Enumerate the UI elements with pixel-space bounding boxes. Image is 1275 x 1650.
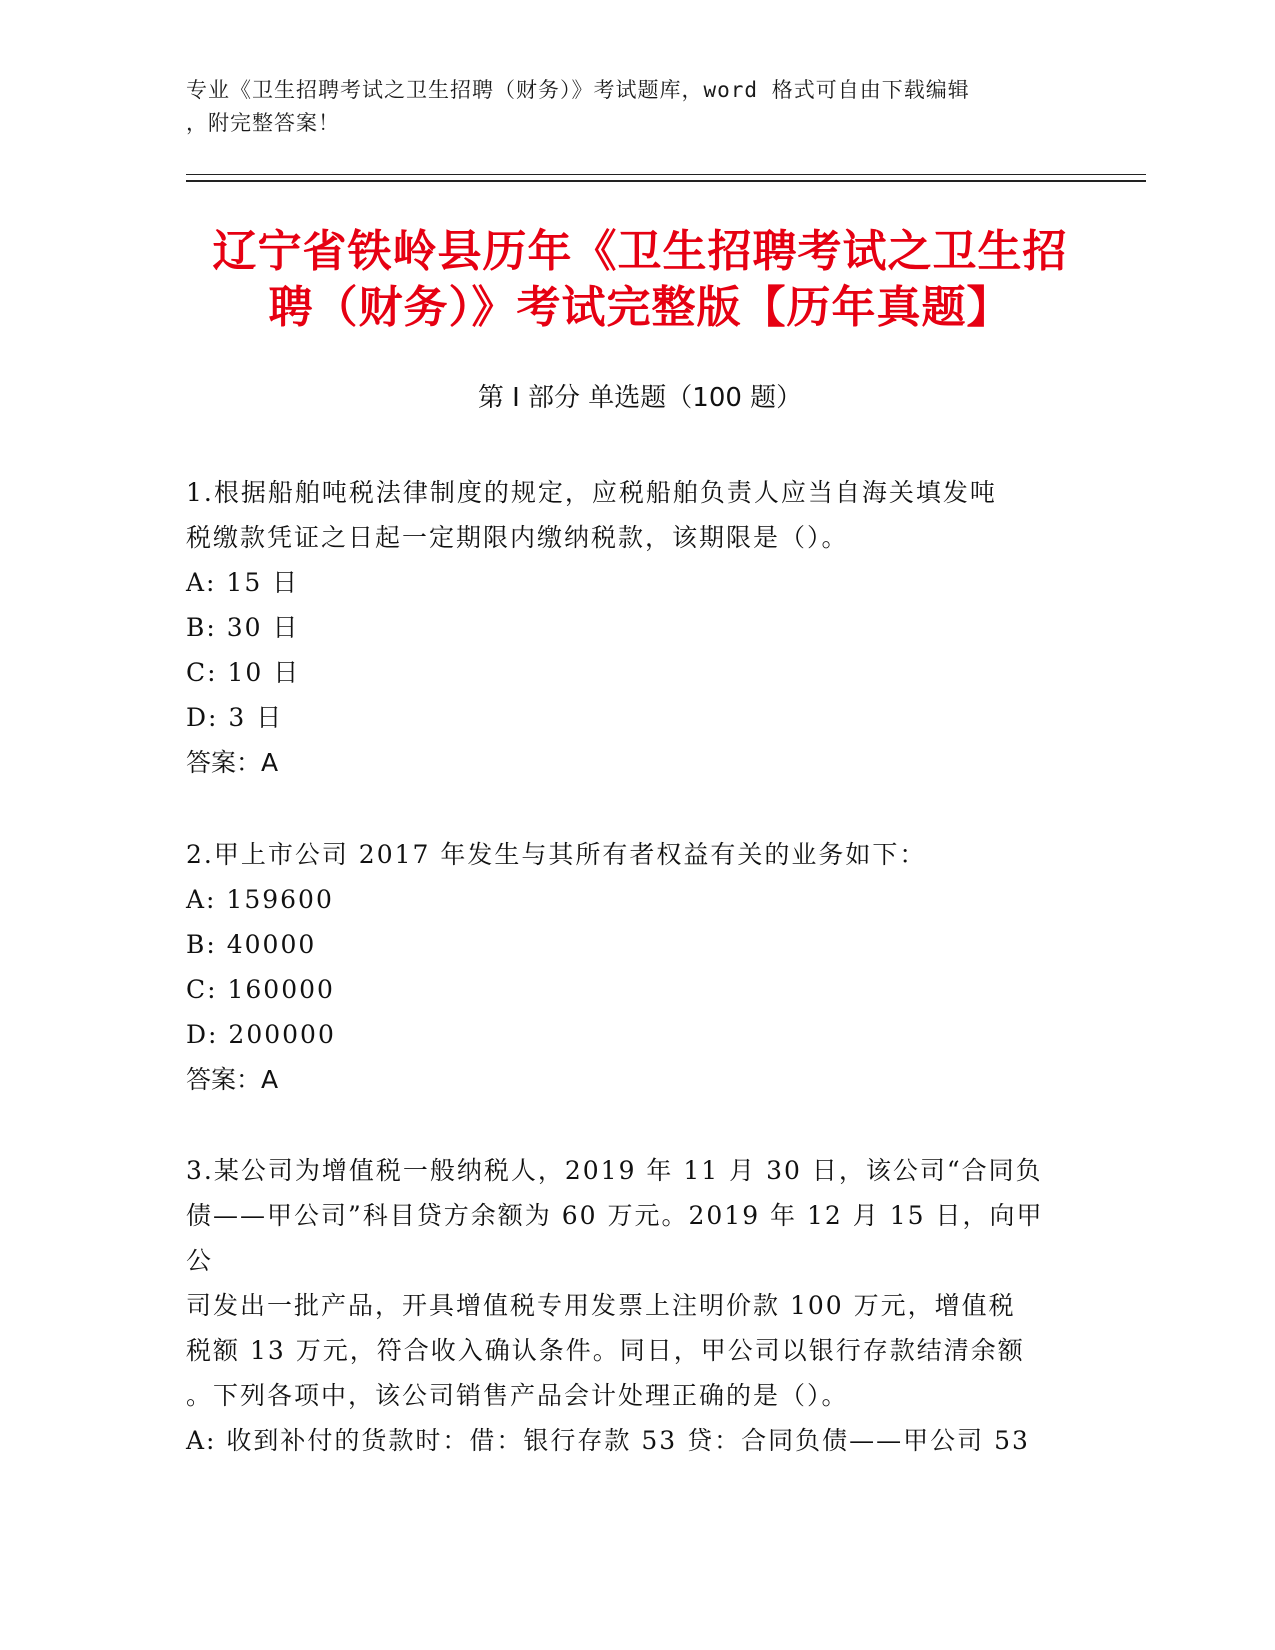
question-answer: 答案：A (186, 748, 279, 777)
question-stem-line: 司发出一批产品，开具增值税专用发票上注明价款 100 万元，增值税 (186, 1291, 1016, 1320)
question-2 (186, 832, 1066, 1102)
question-stem-line: 1.根据船舶吨税法律制度的规定，应税船舶负责人应当自海关填发吨 (186, 478, 997, 507)
question-stem-line: 3.某公司为增值税一般纳税人，2019 年 11 月 30 日，该公司“合同负 (186, 1156, 1043, 1185)
question-option-c: C: 160000 (186, 975, 335, 1004)
document-title-line-2: 聘（财务）》考试完整版【历年真题】 (268, 282, 1012, 333)
document-title (160, 224, 1120, 336)
question-1 (186, 470, 1066, 785)
question-answer: 答案：A (186, 1065, 279, 1094)
question-stem-line: 税缴款凭证之日起一定期限内缴纳税款，该期限是（）。 (186, 523, 849, 552)
question-option-a: A: 15 日 (186, 568, 300, 597)
question-option-a: A: 收到补付的货款时：借：银行存款 53 贷：合同负债——甲公司 53 (186, 1426, 1030, 1455)
question-option-b: B: 30 日 (186, 613, 300, 642)
header-rule-thin (186, 174, 1146, 175)
header-note-line-2: ，附完整答案！ (186, 111, 340, 135)
question-stem-line: 2.甲上市公司 2017 年发生与其所有者权益有关的业务如下： (186, 840, 927, 869)
header-note-line-1: 专业《卫生招聘考试之卫生招聘（财务）》考试题库，word 格式可自由下载编辑 (186, 78, 970, 102)
section-title: 第 I 部分 单选题（100 题） (477, 383, 803, 413)
question-3 (186, 1148, 1066, 1463)
header-rule-thick (186, 180, 1146, 182)
question-option-d: D: 3 日 (186, 703, 284, 732)
question-option-d: D: 200000 (186, 1020, 336, 1049)
question-option-b: B: 40000 (186, 930, 317, 959)
header-note (186, 74, 1066, 140)
question-stem-line: 债——甲公司”科目贷方余额为 60 万元。2019 年 12 月 15 日，向甲公 (186, 1201, 1044, 1275)
question-stem-line: 税额 13 万元，符合收入确认条件。同日，甲公司以银行存款结清余额 (186, 1336, 1025, 1365)
question-option-c: C: 10 日 (186, 658, 301, 687)
document-title-line-1: 辽宁省铁岭县历年《卫生招聘考试之卫生招 (212, 226, 1068, 277)
question-option-a: A: 159600 (186, 885, 334, 914)
question-stem-line: 。下列各项中，该公司销售产品会计处理正确的是（）。 (186, 1381, 849, 1410)
